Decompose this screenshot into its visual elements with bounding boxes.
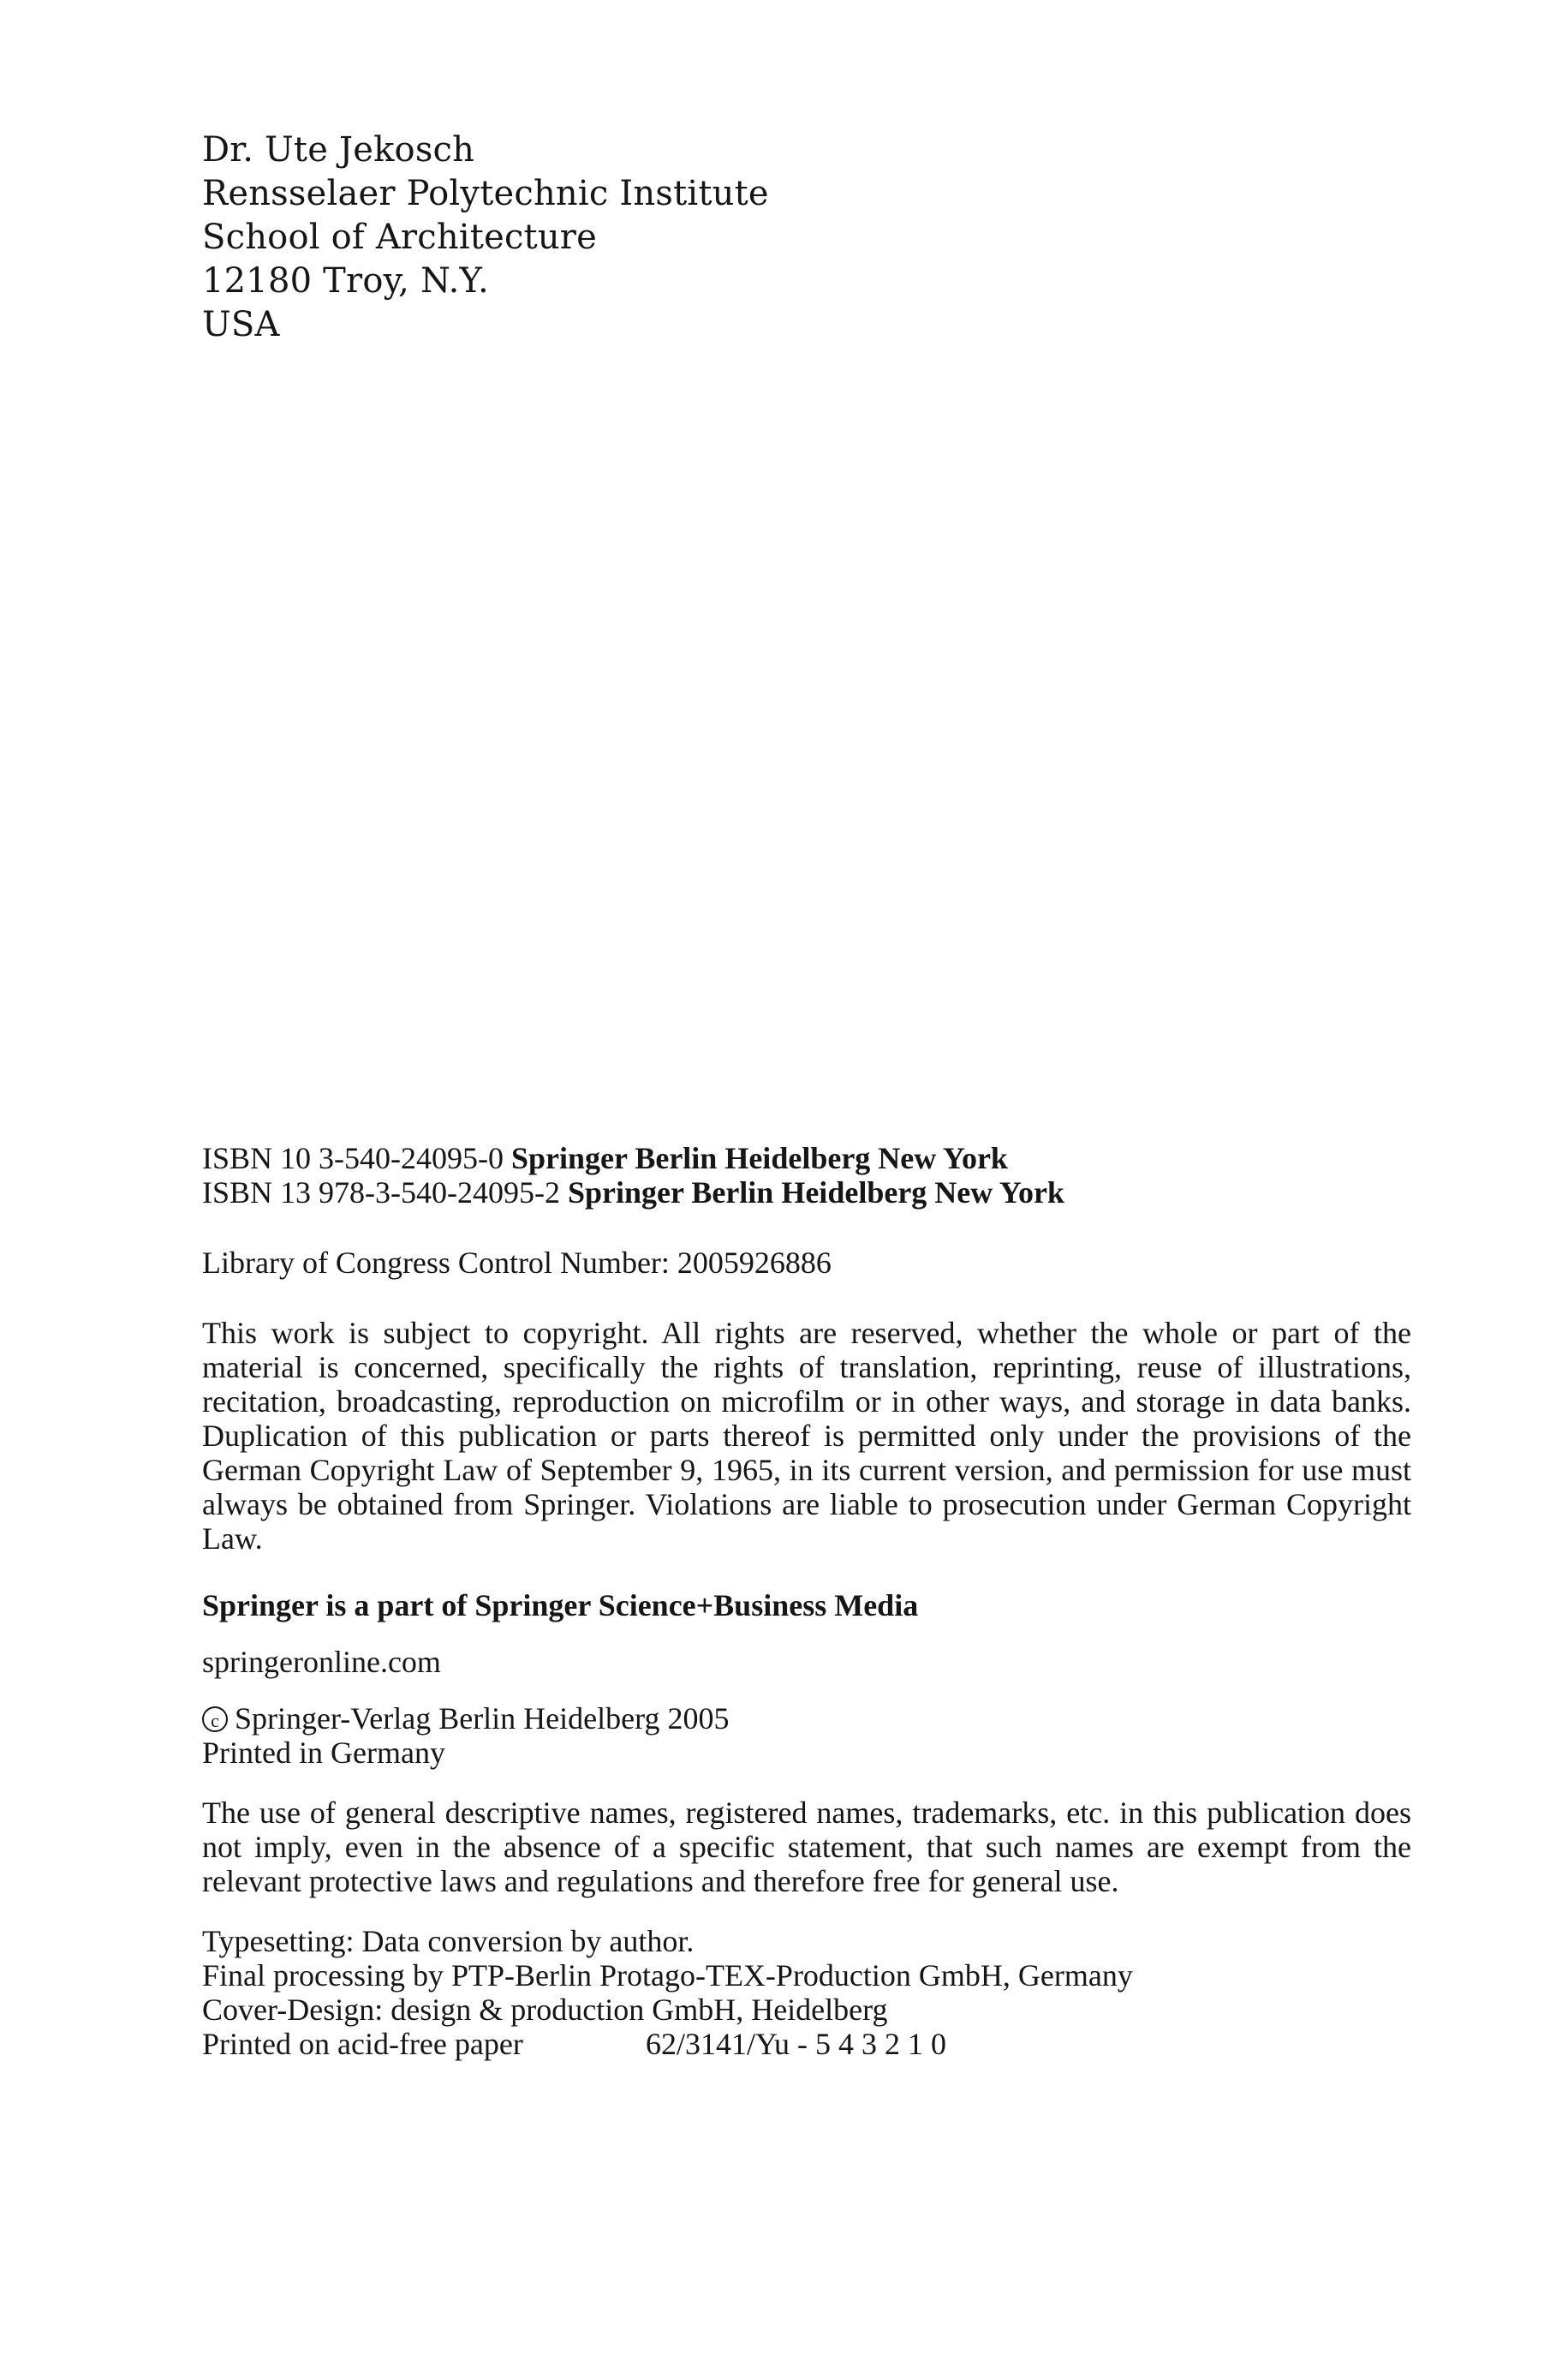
author-school: School of Architecture xyxy=(202,218,597,257)
isbn-10-line xyxy=(202,1141,1411,1175)
author-city: 12180 Troy, N.Y. xyxy=(202,261,489,301)
website-link[interactable]: springeronline.com xyxy=(202,1645,441,1679)
springer-part-statement: Springer is a part of Springer Science+Business Media xyxy=(202,1588,919,1622)
final-processing-line: Final processing by PTP-Berlin Protago-TEX-Production GmbH, Germany xyxy=(202,1958,1133,1993)
print-code: 62/3141/Yu - 5 4 3 2 1 0 xyxy=(646,2027,946,2061)
copyright-holder: Springer-Verlag Berlin Heidelberg 2005 xyxy=(235,1701,730,1736)
isbn-10-publisher: Springer Berlin Heidelberg New York xyxy=(510,1141,1008,1175)
production-credits xyxy=(202,1924,1411,2061)
imprint-block xyxy=(202,1141,1411,2061)
paper-text: Printed on acid-free paper xyxy=(202,2027,523,2061)
author-address xyxy=(202,128,769,347)
copyright-line xyxy=(202,1701,1411,1736)
isbn-10-number: ISBN 10 3-540-24095-0 xyxy=(202,1141,504,1175)
trademark-notice: The use of general descriptive names, registered names, trademarks, etc. in this publication does not imply, even in the absence of a specific statement, that such names are exempt from the relevant protective laws and regulations and therefore free for general use. xyxy=(202,1795,1411,1898)
copyright-icon: c xyxy=(202,1706,228,1732)
copyright-block xyxy=(202,1701,1411,1770)
printed-in: Printed in Germany xyxy=(202,1736,445,1770)
cover-design-line: Cover-Design: design & production GmbH, Heidelberg xyxy=(202,1993,888,2027)
isbn-13-publisher: Springer Berlin Heidelberg New York xyxy=(567,1175,1064,1210)
isbn-13-number: ISBN 13 978-3-540-24095-2 xyxy=(202,1175,560,1210)
isbn-13-line xyxy=(202,1175,1411,1210)
paper-line xyxy=(202,2027,1411,2061)
author-name: Dr. Ute Jekosch xyxy=(202,130,475,170)
lccn: Library of Congress Control Number: 2005926886 xyxy=(202,1246,832,1280)
typesetting-line: Typesetting: Data conversion by author. xyxy=(202,1924,695,1958)
author-country: USA xyxy=(202,305,280,344)
author-institution: Rensselaer Polytechnic Institute xyxy=(202,174,769,213)
isbn-block xyxy=(202,1141,1411,1210)
rights-notice: This work is subject to copyright. All rights are reserved, whether the whole or part of the material is concerned, specifically the rights of translation, reprinting, reuse of illustrations, recitation, broadcasting, reproduction on microfilm or in other ways, and storage in data banks. Duplication of this publication or parts thereof is permitted only under the provisions of the German Copyright Law of September 9, 1965, in its current version, and permission for use must always be obtained from Springer. Violations are liable to prosecution under German Copyright Law. xyxy=(202,1316,1411,1556)
